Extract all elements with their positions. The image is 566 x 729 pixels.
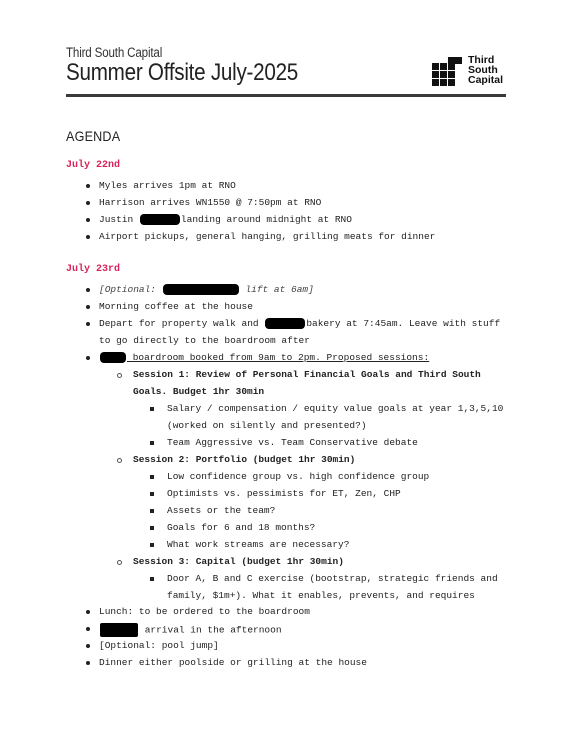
- redaction-block: [163, 284, 239, 295]
- bullet: [86, 288, 90, 292]
- redaction-block: [100, 623, 138, 637]
- agenda-heading: AGENDA: [66, 128, 121, 144]
- bullet: [86, 184, 90, 188]
- session-item: Assets or the team?: [167, 505, 276, 516]
- list-item: Morning coffee at the house: [99, 301, 253, 312]
- session-item: Optimists vs. pessimists for ET, Zen, CHP: [167, 488, 401, 499]
- session-item: Team Aggressive vs. Team Conservative debate: [167, 437, 418, 448]
- list-item: [Optional: pool jump]: [99, 640, 219, 651]
- redaction-block: [100, 352, 126, 363]
- bullet: [86, 356, 90, 360]
- company-logo: [432, 55, 512, 89]
- logo-wordmark: Third South Capital: [468, 54, 504, 86]
- session-title-continuation: Goals. Budget 1hr 30min: [133, 386, 265, 397]
- session-title: Session 1: Review of Personal Financial Goals and Third South: [133, 369, 481, 380]
- day-heading-july-22: July 22nd: [66, 160, 121, 171]
- session-title: Session 2: Portfolio (budget 1hr 30min): [133, 454, 356, 465]
- day-heading-july-23: July 23rd: [66, 264, 121, 275]
- list-item: Airport pickups, general hanging, grilling meats for dinner: [99, 231, 436, 242]
- session-item: Goals for 6 and 18 months?: [167, 522, 316, 533]
- sub-sub-bullet: [150, 407, 154, 411]
- bullet: [86, 661, 90, 665]
- list-item: Dinner either poolside or grilling at the house: [99, 657, 367, 668]
- list-item: Lunch: to be ordered to the boardroom: [99, 606, 310, 617]
- list-item-continuation: to go directly to the boardroom after: [99, 335, 310, 346]
- sub-bullet: [117, 458, 122, 463]
- list-item: Depart for property walk and bakery at 7:45am. Leave with stuff: [99, 318, 501, 330]
- list-item: boardroom booked from 9am to 2pm. Proposed sessions:: [99, 352, 429, 364]
- sub-sub-bullet: [150, 509, 154, 513]
- session-item: What work streams are necessary?: [167, 539, 350, 550]
- session-item: Salary / compensation / equity value goals at year 1,3,5,10: [167, 403, 504, 414]
- list-item: Myles arrives 1pm at RNO: [99, 180, 236, 191]
- list-item: Justin landing around midnight at RNO: [99, 214, 352, 226]
- list-item: Harrison arrives WN1550 @ 7:50pm at RNO: [99, 197, 322, 208]
- session-item-continuation: family, $1m+). What it enables, prevents, and requires: [167, 590, 475, 601]
- sub-sub-bullet: [150, 543, 154, 547]
- list-item: arrival in the afternoon: [99, 623, 282, 637]
- logo-mark-icon: [432, 57, 462, 87]
- bullet: [86, 644, 90, 648]
- sub-bullet: [117, 373, 122, 378]
- bullet: [86, 305, 90, 309]
- company-name: Third South Capital: [66, 45, 163, 60]
- bullet: [86, 218, 90, 222]
- sub-sub-bullet: [150, 475, 154, 479]
- redaction-block: [140, 214, 180, 225]
- session-title: Session 3: Capital (budget 1hr 30min): [133, 556, 344, 567]
- bullet: [86, 322, 90, 326]
- list-item: [Optional: lift at 6am]: [99, 284, 314, 296]
- bullet: [86, 201, 90, 205]
- bullet: [86, 235, 90, 239]
- header-rule: [66, 94, 506, 97]
- sub-sub-bullet: [150, 441, 154, 445]
- sub-bullet: [117, 560, 122, 565]
- bullet: [86, 627, 90, 631]
- sub-sub-bullet: [150, 526, 154, 530]
- session-item: Low confidence group vs. high confidence group: [167, 471, 430, 482]
- session-item-continuation: (worked on silently and presented?): [167, 420, 367, 431]
- session-item: Door A, B and C exercise (bootstrap, strategic friends and: [167, 573, 498, 584]
- sub-sub-bullet: [150, 492, 154, 496]
- bullet: [86, 610, 90, 614]
- sub-sub-bullet: [150, 577, 154, 581]
- document-title: Summer Offsite July-2025: [66, 59, 299, 86]
- redaction-block: [265, 318, 305, 329]
